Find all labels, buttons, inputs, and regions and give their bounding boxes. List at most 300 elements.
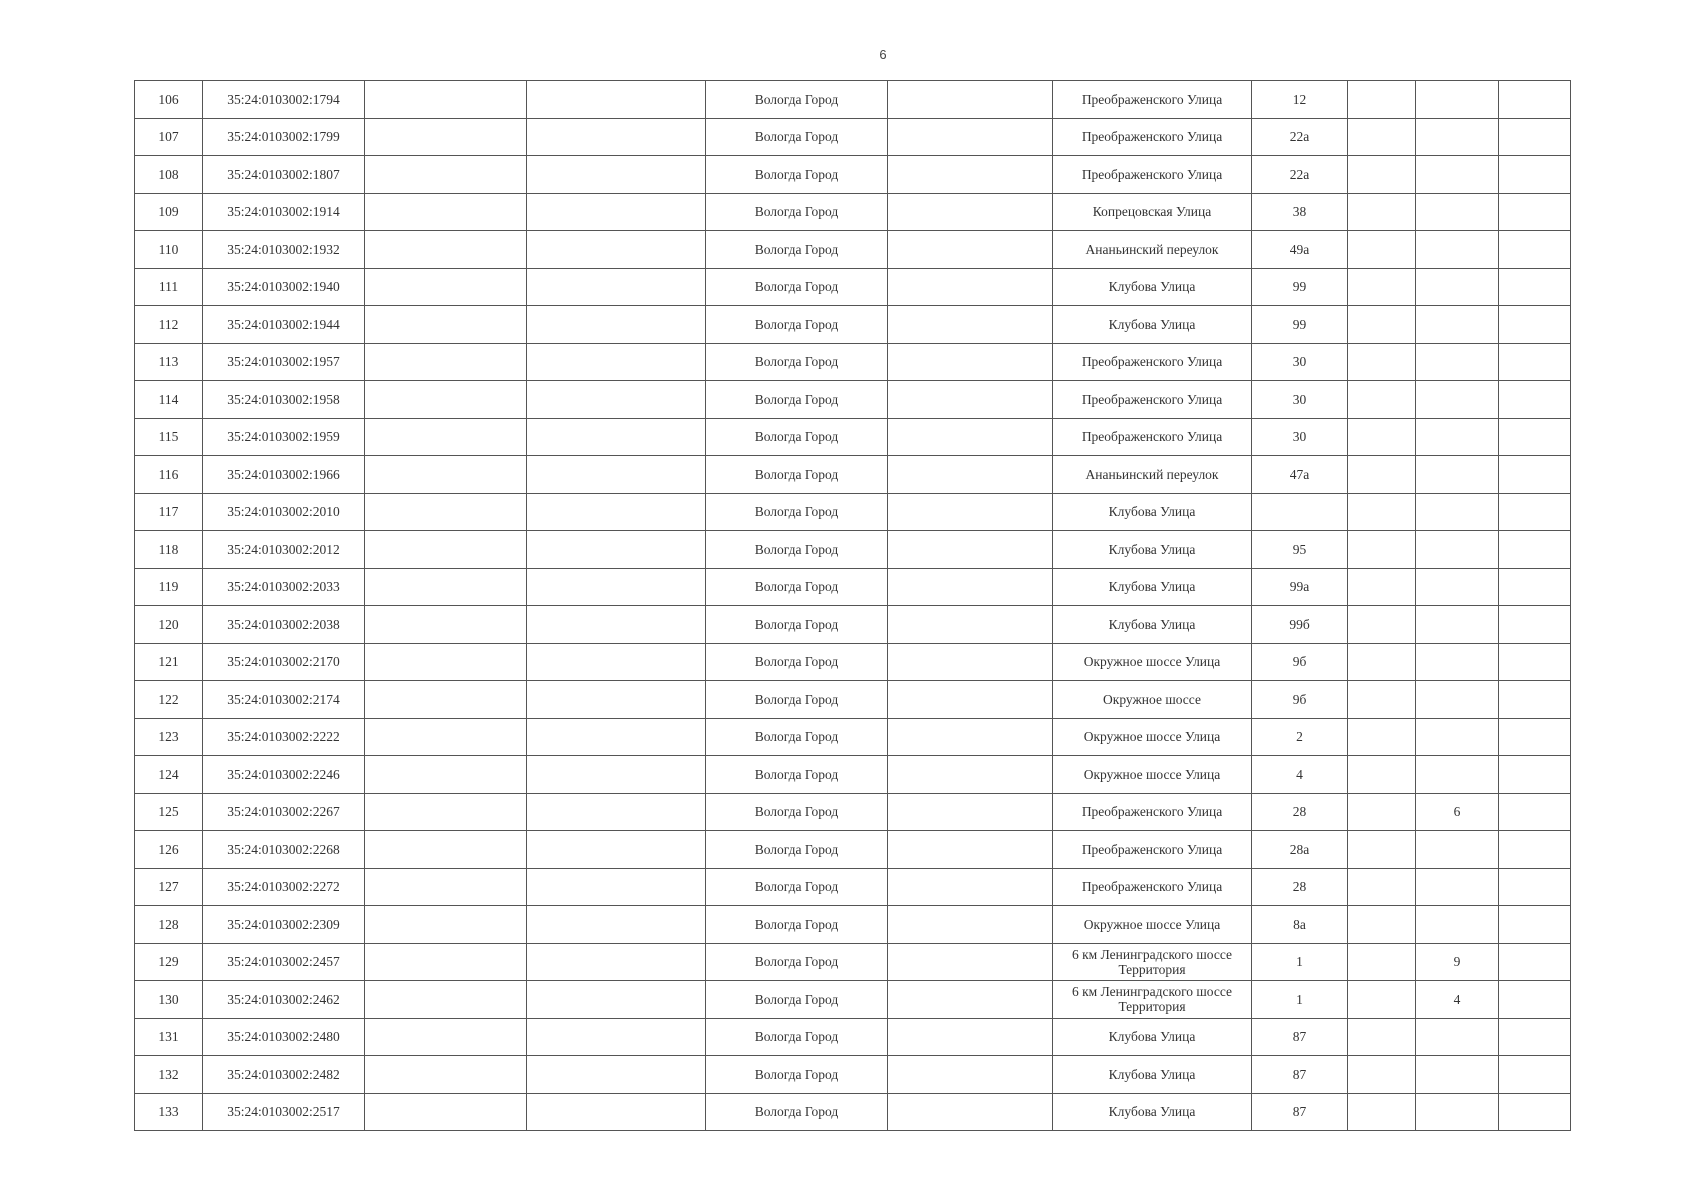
cadastral-number-cell: 35:24:0103002:1957 (203, 343, 365, 381)
row-number-cell: 117 (135, 493, 203, 531)
house-number-cell: 95 (1252, 531, 1348, 569)
blank-cell-9 (1348, 793, 1416, 831)
house-number-cell: 30 (1252, 381, 1348, 419)
blank-cell-6 (888, 943, 1053, 981)
blank-cell-11 (1499, 681, 1571, 719)
cadastral-number-cell: 35:24:0103002:2170 (203, 643, 365, 681)
blank-cell-4 (527, 606, 706, 644)
house-number-cell: 1 (1252, 981, 1348, 1019)
value-cell-10 (1416, 156, 1499, 194)
blank-cell-6 (888, 118, 1053, 156)
blank-cell-4 (527, 193, 706, 231)
table-row (135, 306, 1571, 344)
blank-cell-9 (1348, 456, 1416, 494)
blank-cell-3 (365, 193, 527, 231)
street-cell: Клубова Улица (1053, 1056, 1252, 1094)
table-row (135, 456, 1571, 494)
value-cell-10 (1416, 531, 1499, 569)
blank-cell-3 (365, 643, 527, 681)
blank-cell-6 (888, 718, 1053, 756)
locality-cell: Вологда Город (706, 343, 888, 381)
blank-cell-6 (888, 156, 1053, 194)
cadastral-number-cell: 35:24:0103002:2222 (203, 718, 365, 756)
locality-cell: Вологда Город (706, 793, 888, 831)
blank-cell-6 (888, 756, 1053, 794)
value-cell-10 (1416, 868, 1499, 906)
row-number-cell: 126 (135, 831, 203, 869)
house-number-cell: 28 (1252, 868, 1348, 906)
street-cell: Клубова Улица (1053, 568, 1252, 606)
row-number-cell: 108 (135, 156, 203, 194)
cadastral-number-cell: 35:24:0103002:1940 (203, 268, 365, 306)
blank-cell-4 (527, 943, 706, 981)
blank-cell-3 (365, 118, 527, 156)
row-number-cell: 128 (135, 906, 203, 944)
blank-cell-4 (527, 118, 706, 156)
blank-cell-4 (527, 268, 706, 306)
street-cell: Преображенского Улица (1053, 381, 1252, 419)
row-number-cell: 111 (135, 268, 203, 306)
blank-cell-6 (888, 193, 1053, 231)
blank-cell-11 (1499, 906, 1571, 944)
blank-cell-3 (365, 493, 527, 531)
table-row (135, 681, 1571, 719)
street-cell: Ананьинский переулок (1053, 456, 1252, 494)
blank-cell-11 (1499, 793, 1571, 831)
blank-cell-3 (365, 718, 527, 756)
table-row (135, 1056, 1571, 1094)
blank-cell-4 (527, 643, 706, 681)
row-number-cell: 125 (135, 793, 203, 831)
blank-cell-4 (527, 831, 706, 869)
blank-cell-11 (1499, 493, 1571, 531)
table-row (135, 831, 1571, 869)
blank-cell-4 (527, 381, 706, 419)
table-row (135, 81, 1571, 119)
value-cell-10 (1416, 831, 1499, 869)
blank-cell-11 (1499, 1093, 1571, 1131)
house-number-cell: 99 (1252, 306, 1348, 344)
blank-cell-11 (1499, 531, 1571, 569)
blank-cell-4 (527, 906, 706, 944)
locality-cell: Вологда Город (706, 1018, 888, 1056)
value-cell-10 (1416, 493, 1499, 531)
blank-cell-9 (1348, 943, 1416, 981)
blank-cell-3 (365, 568, 527, 606)
table-row (135, 268, 1571, 306)
street-cell: Копрецовская Улица (1053, 193, 1252, 231)
cadastral-number-cell: 35:24:0103002:2272 (203, 868, 365, 906)
blank-cell-6 (888, 531, 1053, 569)
row-number-cell: 120 (135, 606, 203, 644)
blank-cell-9 (1348, 306, 1416, 344)
row-number-cell: 118 (135, 531, 203, 569)
cadastral-number-cell: 35:24:0103002:1914 (203, 193, 365, 231)
street-cell: 6 км Ленинградского шоссе Территория (1053, 981, 1252, 1019)
row-number-cell: 115 (135, 418, 203, 456)
cadastral-number-cell: 35:24:0103002:1966 (203, 456, 365, 494)
cadastral-number-cell: 35:24:0103002:1932 (203, 231, 365, 269)
locality-cell: Вологда Город (706, 906, 888, 944)
register-rows (135, 81, 1571, 1131)
blank-cell-4 (527, 343, 706, 381)
locality-cell: Вологда Город (706, 231, 888, 269)
blank-cell-4 (527, 793, 706, 831)
page-number: 6 (879, 47, 887, 62)
row-number-cell: 122 (135, 681, 203, 719)
locality-cell: Вологда Город (706, 643, 888, 681)
table-row (135, 981, 1571, 1019)
street-cell: Преображенского Улица (1053, 831, 1252, 869)
street-cell: Преображенского Улица (1053, 343, 1252, 381)
table-row (135, 493, 1571, 531)
blank-cell-6 (888, 643, 1053, 681)
blank-cell-6 (888, 681, 1053, 719)
street-cell: Преображенского Улица (1053, 793, 1252, 831)
locality-cell: Вологда Город (706, 718, 888, 756)
blank-cell-4 (527, 868, 706, 906)
house-number-cell: 87 (1252, 1018, 1348, 1056)
locality-cell: Вологда Город (706, 568, 888, 606)
value-cell-10 (1416, 381, 1499, 419)
row-number-cell: 121 (135, 643, 203, 681)
blank-cell-6 (888, 606, 1053, 644)
street-cell: Клубова Улица (1053, 268, 1252, 306)
table-row (135, 343, 1571, 381)
cadastral-number-cell: 35:24:0103002:1794 (203, 81, 365, 119)
house-number-cell: 30 (1252, 418, 1348, 456)
blank-cell-6 (888, 981, 1053, 1019)
street-cell: Окружное шоссе Улица (1053, 756, 1252, 794)
blank-cell-4 (527, 1056, 706, 1094)
locality-cell: Вологда Город (706, 418, 888, 456)
cadastral-number-cell: 35:24:0103002:2012 (203, 531, 365, 569)
house-number-cell: 99 (1252, 268, 1348, 306)
street-cell: 6 км Ленинградского шоссе Территория (1053, 943, 1252, 981)
house-number-cell: 49а (1252, 231, 1348, 269)
locality-cell: Вологда Город (706, 268, 888, 306)
value-cell-10 (1416, 343, 1499, 381)
value-cell-10 (1416, 418, 1499, 456)
locality-cell: Вологда Город (706, 118, 888, 156)
house-number-cell (1252, 493, 1348, 531)
blank-cell-11 (1499, 381, 1571, 419)
street-cell: Ананьинский переулок (1053, 231, 1252, 269)
cadastral-number-cell: 35:24:0103002:1807 (203, 156, 365, 194)
blank-cell-3 (365, 156, 527, 194)
row-number-cell: 132 (135, 1056, 203, 1094)
row-number-cell: 133 (135, 1093, 203, 1131)
row-number-cell: 112 (135, 306, 203, 344)
register-table (134, 80, 1571, 1131)
house-number-cell: 8а (1252, 906, 1348, 944)
value-cell-10 (1416, 268, 1499, 306)
blank-cell-3 (365, 1056, 527, 1094)
street-cell: Клубова Улица (1053, 493, 1252, 531)
blank-cell-3 (365, 381, 527, 419)
blank-cell-9 (1348, 756, 1416, 794)
blank-cell-11 (1499, 418, 1571, 456)
blank-cell-9 (1348, 831, 1416, 869)
cadastral-number-cell: 35:24:0103002:2010 (203, 493, 365, 531)
street-cell: Клубова Улица (1053, 1018, 1252, 1056)
blank-cell-4 (527, 493, 706, 531)
row-number-cell: 130 (135, 981, 203, 1019)
blank-cell-11 (1499, 1056, 1571, 1094)
blank-cell-3 (365, 681, 527, 719)
blank-cell-9 (1348, 643, 1416, 681)
table-row (135, 943, 1571, 981)
table-row (135, 418, 1571, 456)
cadastral-number-cell: 35:24:0103002:2174 (203, 681, 365, 719)
blank-cell-6 (888, 456, 1053, 494)
table-row (135, 381, 1571, 419)
cadastral-number-cell: 35:24:0103002:2482 (203, 1056, 365, 1094)
blank-cell-11 (1499, 343, 1571, 381)
blank-cell-11 (1499, 193, 1571, 231)
blank-cell-11 (1499, 643, 1571, 681)
street-cell: Окружное шоссе Улица (1053, 906, 1252, 944)
house-number-cell: 12 (1252, 81, 1348, 119)
house-number-cell: 22а (1252, 156, 1348, 194)
blank-cell-9 (1348, 606, 1416, 644)
blank-cell-3 (365, 231, 527, 269)
cadastral-number-cell: 35:24:0103002:1958 (203, 381, 365, 419)
blank-cell-4 (527, 531, 706, 569)
blank-cell-6 (888, 343, 1053, 381)
blank-cell-11 (1499, 81, 1571, 119)
blank-cell-3 (365, 531, 527, 569)
table-row (135, 568, 1571, 606)
cadastral-number-cell: 35:24:0103002:2480 (203, 1018, 365, 1056)
street-cell: Клубова Улица (1053, 606, 1252, 644)
blank-cell-9 (1348, 493, 1416, 531)
cadastral-number-cell: 35:24:0103002:1944 (203, 306, 365, 344)
value-cell-10 (1416, 306, 1499, 344)
house-number-cell: 1 (1252, 943, 1348, 981)
value-cell-10 (1416, 1093, 1499, 1131)
row-number-cell: 129 (135, 943, 203, 981)
blank-cell-9 (1348, 568, 1416, 606)
blank-cell-3 (365, 456, 527, 494)
value-cell-10: 6 (1416, 793, 1499, 831)
blank-cell-3 (365, 831, 527, 869)
blank-cell-6 (888, 831, 1053, 869)
blank-cell-6 (888, 381, 1053, 419)
street-cell: Преображенского Улица (1053, 418, 1252, 456)
house-number-cell: 4 (1252, 756, 1348, 794)
blank-cell-4 (527, 418, 706, 456)
row-number-cell: 123 (135, 718, 203, 756)
blank-cell-11 (1499, 156, 1571, 194)
value-cell-10: 4 (1416, 981, 1499, 1019)
locality-cell: Вологда Город (706, 381, 888, 419)
locality-cell: Вологда Город (706, 756, 888, 794)
locality-cell: Вологда Город (706, 456, 888, 494)
blank-cell-11 (1499, 718, 1571, 756)
table-row (135, 756, 1571, 794)
row-number-cell: 131 (135, 1018, 203, 1056)
blank-cell-6 (888, 306, 1053, 344)
blank-cell-9 (1348, 193, 1416, 231)
table-row (135, 868, 1571, 906)
table-row (135, 906, 1571, 944)
blank-cell-6 (888, 231, 1053, 269)
house-number-cell: 87 (1252, 1093, 1348, 1131)
value-cell-10: 9 (1416, 943, 1499, 981)
blank-cell-11 (1499, 231, 1571, 269)
table-row (135, 793, 1571, 831)
locality-cell: Вологда Город (706, 306, 888, 344)
blank-cell-6 (888, 568, 1053, 606)
table-row (135, 1018, 1571, 1056)
blank-cell-4 (527, 456, 706, 494)
row-number-cell: 124 (135, 756, 203, 794)
house-number-cell: 99а (1252, 568, 1348, 606)
blank-cell-6 (888, 793, 1053, 831)
locality-cell: Вологда Город (706, 1093, 888, 1131)
blank-cell-6 (888, 1018, 1053, 1056)
blank-cell-9 (1348, 81, 1416, 119)
row-number-cell: 127 (135, 868, 203, 906)
blank-cell-4 (527, 231, 706, 269)
table-row (135, 718, 1571, 756)
blank-cell-6 (888, 1056, 1053, 1094)
blank-cell-9 (1348, 418, 1416, 456)
blank-cell-9 (1348, 531, 1416, 569)
blank-cell-4 (527, 156, 706, 194)
value-cell-10 (1416, 756, 1499, 794)
blank-cell-3 (365, 418, 527, 456)
cadastral-number-cell: 35:24:0103002:2267 (203, 793, 365, 831)
blank-cell-6 (888, 418, 1053, 456)
blank-cell-11 (1499, 306, 1571, 344)
blank-cell-9 (1348, 268, 1416, 306)
blank-cell-11 (1499, 943, 1571, 981)
cadastral-number-cell: 35:24:0103002:2309 (203, 906, 365, 944)
blank-cell-9 (1348, 118, 1416, 156)
blank-cell-11 (1499, 456, 1571, 494)
house-number-cell: 22а (1252, 118, 1348, 156)
blank-cell-11 (1499, 831, 1571, 869)
table-row (135, 643, 1571, 681)
blank-cell-9 (1348, 906, 1416, 944)
table-row (135, 231, 1571, 269)
row-number-cell: 113 (135, 343, 203, 381)
blank-cell-3 (365, 268, 527, 306)
blank-cell-9 (1348, 231, 1416, 269)
cadastral-number-cell: 35:24:0103002:2517 (203, 1093, 365, 1131)
blank-cell-9 (1348, 868, 1416, 906)
street-cell: Преображенского Улица (1053, 81, 1252, 119)
house-number-cell: 47а (1252, 456, 1348, 494)
cadastral-number-cell: 35:24:0103002:2038 (203, 606, 365, 644)
cadastral-number-cell: 35:24:0103002:2246 (203, 756, 365, 794)
blank-cell-9 (1348, 718, 1416, 756)
locality-cell: Вологда Город (706, 531, 888, 569)
blank-cell-3 (365, 1018, 527, 1056)
blank-cell-9 (1348, 1018, 1416, 1056)
row-number-cell: 109 (135, 193, 203, 231)
blank-cell-3 (365, 981, 527, 1019)
row-number-cell: 107 (135, 118, 203, 156)
cadastral-number-cell: 35:24:0103002:1959 (203, 418, 365, 456)
value-cell-10 (1416, 681, 1499, 719)
value-cell-10 (1416, 606, 1499, 644)
value-cell-10 (1416, 1056, 1499, 1094)
blank-cell-11 (1499, 756, 1571, 794)
locality-cell: Вологда Город (706, 868, 888, 906)
row-number-cell: 110 (135, 231, 203, 269)
value-cell-10 (1416, 906, 1499, 944)
house-number-cell: 38 (1252, 193, 1348, 231)
street-cell: Окружное шоссе (1053, 681, 1252, 719)
street-cell: Преображенского Улица (1053, 156, 1252, 194)
blank-cell-3 (365, 943, 527, 981)
locality-cell: Вологда Город (706, 606, 888, 644)
cadastral-number-cell: 35:24:0103002:2268 (203, 831, 365, 869)
locality-cell: Вологда Город (706, 81, 888, 119)
cadastral-number-cell: 35:24:0103002:2033 (203, 568, 365, 606)
blank-cell-9 (1348, 156, 1416, 194)
table-row (135, 193, 1571, 231)
blank-cell-9 (1348, 381, 1416, 419)
blank-cell-3 (365, 868, 527, 906)
blank-cell-3 (365, 756, 527, 794)
locality-cell: Вологда Город (706, 681, 888, 719)
house-number-cell: 30 (1252, 343, 1348, 381)
value-cell-10 (1416, 643, 1499, 681)
locality-cell: Вологда Город (706, 981, 888, 1019)
blank-cell-4 (527, 306, 706, 344)
blank-cell-6 (888, 268, 1053, 306)
blank-cell-6 (888, 81, 1053, 119)
blank-cell-3 (365, 343, 527, 381)
house-number-cell: 87 (1252, 1056, 1348, 1094)
house-number-cell: 2 (1252, 718, 1348, 756)
value-cell-10 (1416, 718, 1499, 756)
blank-cell-3 (365, 606, 527, 644)
blank-cell-6 (888, 906, 1053, 944)
value-cell-10 (1416, 193, 1499, 231)
street-cell: Клубова Улица (1053, 306, 1252, 344)
street-cell: Окружное шоссе Улица (1053, 643, 1252, 681)
street-cell: Преображенского Улица (1053, 868, 1252, 906)
house-number-cell: 28 (1252, 793, 1348, 831)
blank-cell-3 (365, 1093, 527, 1131)
row-number-cell: 106 (135, 81, 203, 119)
table-row (135, 606, 1571, 644)
blank-cell-4 (527, 568, 706, 606)
locality-cell: Вологда Город (706, 156, 888, 194)
blank-cell-4 (527, 81, 706, 119)
table-row (135, 531, 1571, 569)
row-number-cell: 119 (135, 568, 203, 606)
blank-cell-4 (527, 756, 706, 794)
value-cell-10 (1416, 231, 1499, 269)
locality-cell: Вологда Город (706, 1056, 888, 1094)
blank-cell-4 (527, 981, 706, 1019)
blank-cell-6 (888, 1093, 1053, 1131)
blank-cell-9 (1348, 1093, 1416, 1131)
value-cell-10 (1416, 456, 1499, 494)
house-number-cell: 9б (1252, 681, 1348, 719)
locality-cell: Вологда Город (706, 943, 888, 981)
blank-cell-3 (365, 81, 527, 119)
blank-cell-6 (888, 868, 1053, 906)
blank-cell-3 (365, 906, 527, 944)
house-number-cell: 99б (1252, 606, 1348, 644)
